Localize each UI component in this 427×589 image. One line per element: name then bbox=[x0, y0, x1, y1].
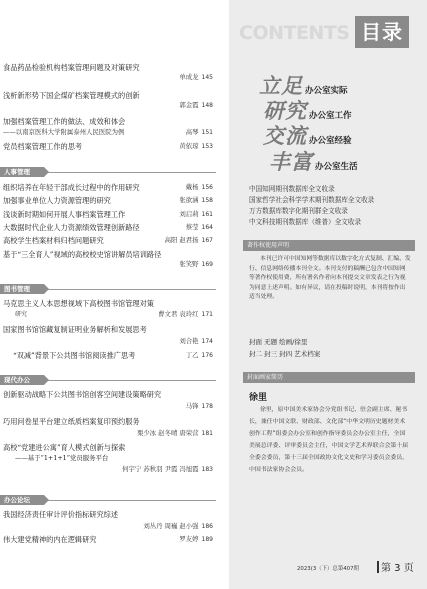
toc-entry-authors: 曹文君 袁玲红 bbox=[158, 310, 199, 318]
toc-entry-title: 浅析新形势下国企煤矿档案管理模式的创新 bbox=[3, 91, 140, 100]
toc-entry-authors: 黄依琼 bbox=[179, 142, 199, 150]
toc-entry-page: 153 bbox=[201, 143, 213, 150]
toc-entry-page: 151 bbox=[201, 129, 213, 136]
section-header-tushu bbox=[0, 284, 216, 294]
contents-heading: CONTENTS bbox=[239, 22, 350, 44]
toc-entry-authors: 何宇宁 苏秋羽 尹霞 冯旭霞 bbox=[122, 465, 199, 473]
section-rule bbox=[48, 172, 216, 173]
toc-entry-authors: 刘启莉 bbox=[179, 210, 199, 218]
toc-entry-subtitle: ——基于“1+1+1”党员服务平台 bbox=[15, 454, 109, 462]
section-title: 图书管理 bbox=[0, 284, 44, 294]
toc-entry-page: 189 bbox=[201, 536, 213, 543]
slogan-big: 研究 bbox=[263, 98, 307, 123]
toc-entry-title: 加强档案管理工作的做法、成效和体会 bbox=[3, 117, 126, 126]
toc-entry[interactable] bbox=[3, 142, 213, 151]
toc-entry-page: 156 bbox=[201, 184, 213, 191]
slogan-big: 交流 bbox=[263, 123, 307, 148]
section-header-renshi bbox=[0, 167, 216, 177]
toc-entry-page: 186 bbox=[201, 523, 213, 530]
slogan-line bbox=[269, 146, 358, 176]
toc-entry-page: 164 bbox=[201, 224, 213, 231]
section-title: 现代办公 bbox=[0, 375, 44, 385]
toc-entry[interactable] bbox=[3, 91, 213, 109]
toc-entry-title: 创新驱动战略下公共图书馆创客空间建设策略研究 bbox=[3, 390, 162, 399]
artist-band: 封面画家简历 bbox=[243, 372, 415, 383]
sidebar-panel bbox=[229, 0, 427, 589]
toc-entry-page: 161 bbox=[201, 211, 213, 218]
toc-entry[interactable] bbox=[3, 236, 213, 245]
indexing-line: 万方数据库数字化期刊群全文收录 bbox=[249, 207, 348, 215]
toc-entry-authors: 单成龙 bbox=[179, 73, 199, 81]
indexing-line: 中文科技期刊数据库（维普）全文收录 bbox=[249, 218, 362, 226]
toc-entry-authors: 张欲涵 bbox=[179, 196, 199, 204]
toc-entry[interactable] bbox=[3, 417, 213, 437]
toc-entry[interactable] bbox=[3, 250, 213, 268]
page-number: 第 3 页 bbox=[381, 563, 414, 574]
indexing-line: 中国知网期刊数据库全文收录 bbox=[249, 185, 335, 193]
cover-credit: 封二 封三 封四 艺术档案 bbox=[249, 350, 321, 358]
issue-info: 2023(3（下）总第407期 bbox=[297, 566, 359, 572]
toc-entry-authors: 戴杨 bbox=[185, 183, 199, 191]
toc-entry-title: 基于“三全育人”视域的高校校史馆讲解员培训路径 bbox=[3, 250, 162, 259]
toc-entry-title: 国家图书馆馆藏复制证明业务解析和发展思考 bbox=[3, 325, 147, 334]
toc-entry-title: 巧用问卷星平台建立纸质档案复印预约服务 bbox=[3, 417, 140, 426]
page-number-bar bbox=[377, 561, 379, 573]
toc-entry-page: 158 bbox=[201, 197, 213, 204]
slogan-small: 办公室经验 bbox=[309, 136, 352, 146]
toc-entry-authors: 马锋 bbox=[185, 402, 199, 410]
toc-entry-authors: 刘合艳 bbox=[179, 337, 199, 345]
section-rule bbox=[48, 380, 216, 381]
slogan-small: 办公室生活 bbox=[315, 162, 358, 172]
toc-entry-page: 183 bbox=[201, 466, 213, 473]
toc-entry[interactable] bbox=[3, 223, 213, 232]
page-footer bbox=[229, 558, 427, 578]
slogan-small: 办公室工作 bbox=[309, 111, 352, 121]
notice-band: 著作权使用声明 bbox=[243, 240, 415, 251]
artist-bio: 徐里，原中国美术家协会分党组书记、驻会副主席、秘书长，兼任中国文联、财政部、文化部“中华文明历史题材美术创作工程”组委会办公室和创作指导委员会办公室主任，全国美展总评委、评审委员会主任，中国文学艺术界联合会第十届全委会委员，第十三届全国政协文化文史和学习委员会委员，中国书法家协会会员。 bbox=[249, 407, 409, 474]
toc-entry-title: 高校“党建进公寓”育人模式创新与探索 bbox=[3, 443, 126, 452]
slogan-big: 立足 bbox=[259, 73, 303, 98]
toc-entry-page: 148 bbox=[201, 102, 213, 109]
toc-entry-authors: 高琴 bbox=[185, 128, 199, 136]
mulu-title: 目录 bbox=[355, 16, 409, 48]
toc-entry-page: 145 bbox=[201, 74, 213, 81]
toc-entry-authors: 刘丛丹 周巍 赵小强 bbox=[143, 522, 199, 530]
toc-entry[interactable] bbox=[3, 390, 213, 410]
cover-credit: 封面 无题 绘画/徐里 bbox=[249, 338, 308, 346]
toc-entry-title: 伟大建党精神的内在逻辑研究 bbox=[3, 535, 97, 544]
toc-entry-page: 176 bbox=[201, 352, 213, 359]
toc-entry[interactable] bbox=[3, 443, 213, 473]
toc-entry-page: 181 bbox=[201, 430, 213, 437]
toc-entry-title: 加强事业单位人力资源管理的研究 bbox=[3, 196, 111, 205]
toc-entry-authors: 丁乙 bbox=[185, 351, 199, 359]
slogan-big: 丰富 bbox=[269, 149, 313, 174]
toc-entry[interactable] bbox=[3, 325, 213, 345]
toc-entry-page: 174 bbox=[201, 338, 213, 345]
section-header-luntan bbox=[0, 495, 216, 505]
toc-entry-title: 我国经济责任审计评价指标研究综述 bbox=[3, 510, 119, 519]
toc-entry[interactable] bbox=[3, 510, 213, 530]
toc-entry-title: 马克思主义人本思想视域下高校图书馆管理对策 bbox=[3, 299, 154, 308]
toc-entry-continuation: 研究 bbox=[15, 311, 28, 318]
toc-entry-subtitle: ——以南京医科大学附属泰州人民医院为例 bbox=[3, 128, 125, 136]
toc-entry-authors: 蔡莹 bbox=[185, 223, 199, 231]
toc-entry[interactable] bbox=[3, 63, 213, 81]
toc-entry[interactable] bbox=[3, 299, 213, 318]
toc-entry-page: 167 bbox=[201, 237, 213, 244]
toc-entry[interactable] bbox=[3, 210, 213, 219]
artist-name: 徐里 bbox=[249, 393, 268, 403]
toc-entry-authors: 高阳 赵君扬 bbox=[164, 236, 199, 244]
toc-entry-title: 组织培养在年轻干部成长过程中的作用研究 bbox=[3, 183, 140, 192]
toc-entry-authors: 栗少冰 赵冬晴 唐荣营 bbox=[136, 429, 199, 437]
section-title: 办公论坛 bbox=[0, 495, 44, 505]
toc-entry[interactable] bbox=[3, 117, 213, 136]
toc-entry-title: 大数据时代企业人力资源绩效管理创新路径 bbox=[3, 223, 140, 232]
toc-entry-title: “双减”背景下公共图书馆阅读推广思考 bbox=[13, 351, 136, 360]
section-header-xiandai bbox=[0, 375, 216, 385]
toc-entry-title: 高校学生档案材料归档问题研究 bbox=[3, 236, 104, 245]
toc-entry-authors: 张笑野 bbox=[179, 260, 199, 268]
toc-entry[interactable] bbox=[3, 196, 213, 205]
indexing-line: 国家哲学社会科学学术期刊数据库全文收录 bbox=[249, 196, 375, 204]
slogan-small: 办公室实际 bbox=[305, 86, 348, 96]
section-rule bbox=[48, 289, 216, 290]
toc-entry[interactable] bbox=[3, 183, 213, 192]
copyright-notice: 本刊已许可中国知网等数据库以数字化方式复制、汇编、发行、信息网络传播本刊全文。本刊支付的稿酬已包含中国知网等著作权使用费，所有署名作者向本刊提交文章发表之行为视为同意上述声明。如有异议，请在投稿时说明，本刊将按作出适当处理。 bbox=[249, 256, 411, 300]
section-rule bbox=[48, 500, 216, 501]
toc-entry-title: 党员档案管理工作的思考 bbox=[3, 142, 83, 151]
toc-entry-page: 178 bbox=[201, 403, 213, 410]
toc-entry-title: 食品药品检验机构档案管理问题及对策研究 bbox=[3, 63, 140, 72]
toc-entry-page: 169 bbox=[201, 261, 213, 268]
toc-entry[interactable] bbox=[3, 351, 213, 360]
toc-entry-title: 浅谈新时期如何开展人事档案管理工作 bbox=[3, 210, 126, 219]
toc-entry-authors: 罗友婷 bbox=[179, 535, 199, 543]
toc-entry[interactable] bbox=[3, 535, 213, 544]
toc-entry-page: 171 bbox=[201, 311, 213, 318]
section-title: 人事管理 bbox=[0, 167, 44, 177]
toc-entry-authors: 郭金霞 bbox=[179, 101, 199, 109]
